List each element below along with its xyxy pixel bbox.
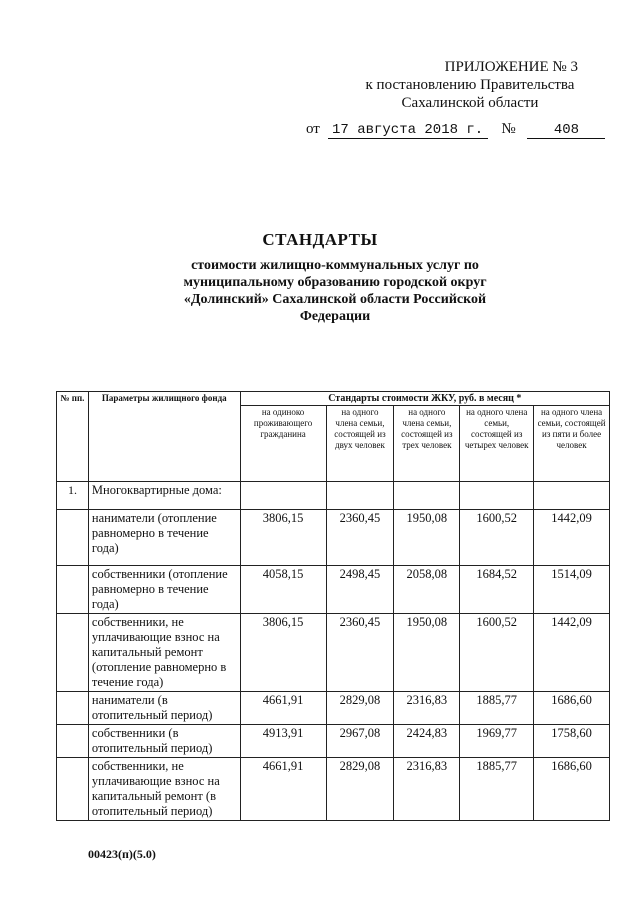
- from-label: от: [306, 121, 320, 137]
- cell-value: 1950,08: [394, 510, 460, 566]
- cell-value: 1885,77: [460, 758, 534, 821]
- cell-value: 4913,91: [240, 725, 326, 758]
- cell-value: 2058,08: [394, 566, 460, 614]
- appendix-block: [300, 58, 600, 112]
- section-row: [57, 482, 610, 510]
- cell-value: 4661,91: [240, 758, 326, 821]
- table-row: [57, 566, 610, 614]
- cell-value: 1686,60: [534, 692, 610, 725]
- row-label: собственники (отопление равномерно в течение года): [88, 566, 240, 614]
- table-row: [57, 510, 610, 566]
- cell-value: 3806,15: [240, 510, 326, 566]
- cell-value: 1885,77: [460, 692, 534, 725]
- subheader-3: на одного члена семьи, состоящей из трех человек: [394, 406, 460, 482]
- header-num: № пп.: [57, 392, 89, 482]
- cell-value: 1442,09: [534, 614, 610, 692]
- cell-value: 2498,45: [326, 566, 394, 614]
- subheader-2: на одного члена семьи, состоящей из двух человек: [326, 406, 394, 482]
- row-label: собственники, не уплачивающие взнос на капитальный ремонт (отопление равномерно в течение года): [88, 614, 240, 692]
- appendix-line-2: к постановлению Правительства: [365, 77, 575, 93]
- subheader-4: на одного члена семьи, состоящей из четырех человек: [460, 406, 534, 482]
- header-params: Параметры жилищного фонда: [88, 392, 240, 482]
- row-label: наниматели (отопление равномерно в течение года): [88, 510, 240, 566]
- cell-value: 2316,83: [394, 758, 460, 821]
- row-label: собственники (в отопительный период): [88, 725, 240, 758]
- document-title: СТАНДАРТЫ: [262, 230, 378, 249]
- row-label: собственники, не уплачивающие взнос на капитальный ремонт (в отопительный период): [88, 758, 240, 821]
- cell-value: 1514,09: [534, 566, 610, 614]
- table-row: [57, 725, 610, 758]
- cell-value: 4661,91: [240, 692, 326, 725]
- table-row: [57, 692, 610, 725]
- cell-value: 1442,09: [534, 510, 610, 566]
- date-line: [306, 121, 605, 139]
- table-row: [57, 614, 610, 692]
- subheader-5: на одного члена семьи, состоящей из пяти и более человек: [534, 406, 610, 482]
- number-label: №: [501, 121, 516, 137]
- cell-value: 1600,52: [460, 510, 534, 566]
- cell-value: 1969,77: [460, 725, 534, 758]
- cell-value: 2829,08: [326, 692, 394, 725]
- document-code: 00423(п)(5.0): [88, 847, 156, 861]
- cell-value: 2829,08: [326, 758, 394, 821]
- row-label: наниматели (в отопительный период): [88, 692, 240, 725]
- section-number: 1.: [57, 482, 89, 510]
- document-subtitle: стоимости жилищно-коммунальных услуг по муниципальному образованию городской округ «Долинский» Сахалинской области Российской Федерации: [183, 258, 487, 324]
- cell-value: 4058,15: [240, 566, 326, 614]
- cell-value: 1950,08: [394, 614, 460, 692]
- cell-value: 1684,52: [460, 566, 534, 614]
- decree-date: 17 августа 2018 г.: [328, 122, 488, 139]
- cell-value: 3806,15: [240, 614, 326, 692]
- cell-value: 2360,45: [326, 614, 394, 692]
- appendix-line-3: Сахалинской области: [401, 95, 539, 111]
- cell-value: 1686,60: [534, 758, 610, 821]
- section-label: Многоквартирные дома:: [88, 482, 240, 510]
- decree-number: 408: [527, 122, 605, 139]
- appendix-title: ПРИЛОЖЕНИЕ № 3: [444, 59, 578, 75]
- subheader-1: на одиноко проживающего гражданина: [240, 406, 326, 482]
- cell-value: 2316,83: [394, 692, 460, 725]
- cell-value: 2424,83: [394, 725, 460, 758]
- cell-value: 1600,52: [460, 614, 534, 692]
- header-group: Стандарты стоимости ЖКУ, руб. в месяц *: [240, 392, 609, 406]
- standards-table: [56, 391, 610, 821]
- cell-value: 1758,60: [534, 725, 610, 758]
- cell-value: 2360,45: [326, 510, 394, 566]
- table-row: [57, 758, 610, 821]
- cell-value: 2967,08: [326, 725, 394, 758]
